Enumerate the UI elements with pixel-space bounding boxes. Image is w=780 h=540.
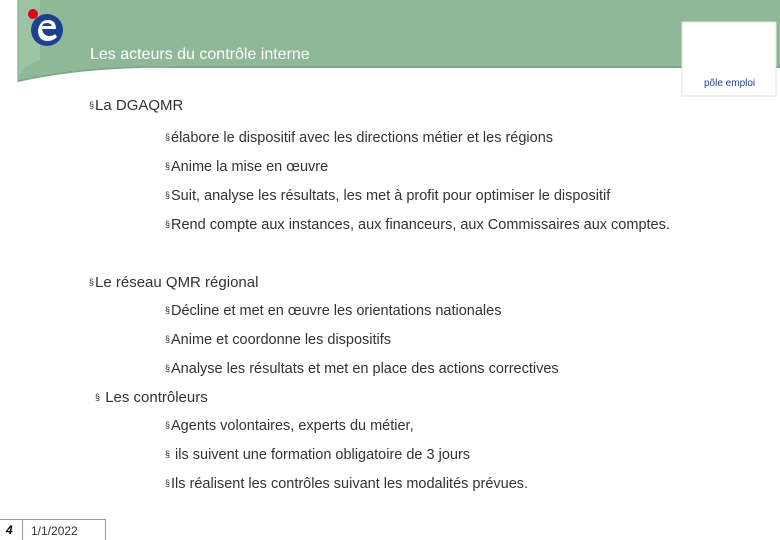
section-title-dgaqmr: §La DGAQMR bbox=[89, 97, 184, 114]
list-item: §Analyse les résultats et met en place des actions correctives bbox=[165, 361, 559, 377]
bullet-marker: § bbox=[89, 277, 95, 287]
list-item: §Rend compte aux instances, aux financeurs, aux Commissaires aux comptes. bbox=[165, 217, 670, 233]
list-item: § ils suivent une formation obligatoire de 3 jours bbox=[165, 447, 471, 463]
footer-date: 1/1/2022 bbox=[31, 524, 78, 538]
section-title-controleurs: § Les contrôleurs bbox=[95, 389, 208, 406]
bullet-marker: § bbox=[165, 190, 171, 200]
list-item: §Décline et met en œuvre les orientations nationales bbox=[165, 303, 502, 319]
list-item: §Anime la mise en œuvre bbox=[165, 159, 329, 175]
bullet-marker: § bbox=[165, 161, 171, 171]
bullet-marker: § bbox=[165, 363, 171, 373]
bullet-marker: § bbox=[165, 132, 171, 142]
header-band bbox=[0, 0, 780, 100]
list-item: §Ils réalisent les contrôles suivant les modalités prévues. bbox=[165, 476, 529, 492]
bullet-marker: § bbox=[165, 449, 171, 459]
bullet-marker: § bbox=[165, 219, 171, 229]
list-item: §Suit, analyse les résultats, les met à profit pour optimiser le dispositif bbox=[165, 188, 611, 204]
logo-text: pôle emploi bbox=[704, 78, 756, 89]
slide-title: Les acteurs du contrôle interne bbox=[90, 46, 310, 63]
bullet-marker: § bbox=[89, 100, 95, 110]
pole-emploi-logo-icon bbox=[0, 0, 82, 70]
list-item: §Anime et coordonne les dispositifs bbox=[165, 332, 392, 348]
section-title-reseau-qmr: §Le réseau QMR régional bbox=[89, 274, 259, 291]
list-item: §élabore le dispositif avec les directions métier et les régions bbox=[165, 130, 554, 146]
bullet-marker: § bbox=[165, 420, 171, 430]
page-number: 4 bbox=[6, 523, 13, 537]
bullet-marker: § bbox=[165, 305, 171, 315]
bullet-marker: § bbox=[165, 478, 171, 488]
bullet-marker: § bbox=[95, 392, 101, 402]
list-item: §Agents volontaires, experts du métier, bbox=[165, 418, 414, 434]
bullet-marker: § bbox=[165, 334, 171, 344]
